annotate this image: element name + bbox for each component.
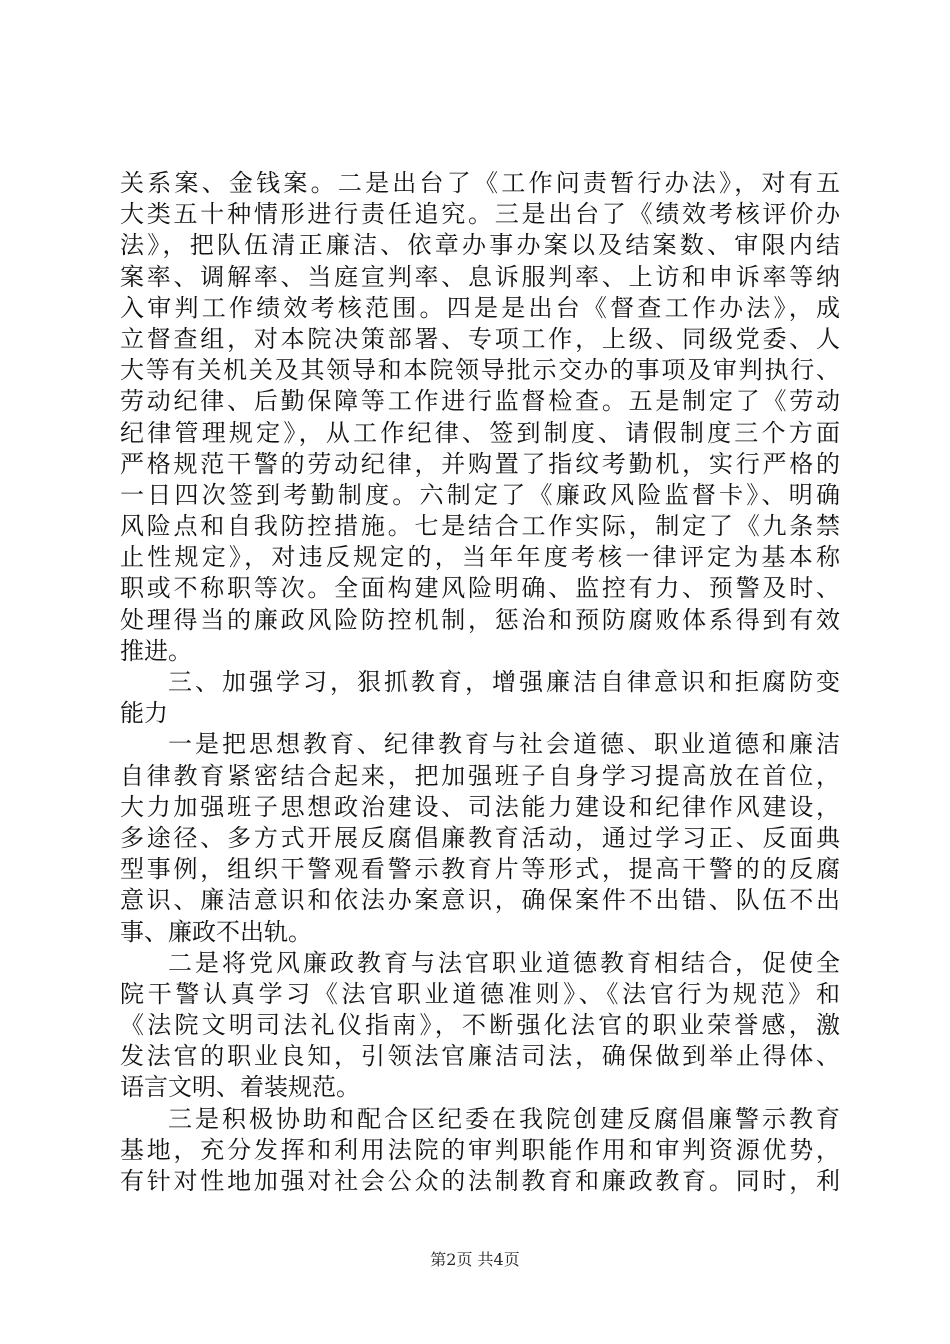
text-line: 三是积极协助和配合区纪委在我院创建反腐倡廉警示教育 — [168, 1104, 840, 1133]
page-footer: 第2页 共4页 — [430, 1250, 520, 1269]
text-line: 大力加强班子思想政治建设、司法能力建设和纪律作风建设， — [120, 792, 840, 821]
text-line: 劳动纪律、后勤保障等工作进行监督检查。五是制定了《劳动 — [120, 387, 840, 416]
text-line: 推进。 — [120, 636, 192, 665]
text-line: 院干警认真学习《法官职业道德准则》、《法官行为规范》和 — [120, 979, 840, 1008]
text-line: 一是把思想教育、纪律教育与社会道德、职业道德和廉洁 — [168, 730, 840, 759]
text-line: 能力 — [120, 699, 168, 728]
text-line: 止性规定》，对违反规定的，当年年度考核一律评定为基本称 — [120, 543, 840, 572]
text-line: 基地，充分发挥和利用法院的审判职能作用和审判资源优势， — [120, 1135, 840, 1164]
text-line: 风险点和自我防控措施。七是结合工作实际，制定了《九条禁 — [120, 512, 840, 541]
text-line: 有针对性地加强对社会公众的法制教育和廉政教育。同时，利 — [120, 1167, 840, 1195]
text-line: 多途径、多方式开展反腐倡廉教育活动，通过学习正、反面典 — [120, 823, 840, 852]
text-line: 发法官的职业良知，引领法官廉洁司法，确保做到举止得体、 — [120, 1042, 840, 1071]
text-line: 三、加强学习，狠抓教育，增强廉洁自律意识和拒腐防变 — [168, 668, 840, 696]
text-line: 严格规范干警的劳动纪律，并购置了指纹考勤机，实行严格的 — [120, 449, 840, 478]
text-line: 处理得当的廉政风险防控机制，惩治和预防腐败体系得到有效 — [120, 605, 840, 634]
text-line: 自律教育紧密结合起来，把加强班子自身学习提高放在首位， — [120, 761, 840, 790]
text-line: 二是将党风廉政教育与法官职业道德教育相结合，促使全 — [168, 948, 840, 977]
text-line: 语言文明、着装规范。 — [120, 1073, 360, 1102]
text-line: 入审判工作绩效考核范围。四是是出台《督查工作办法》，成 — [120, 293, 840, 322]
text-line: 纪律管理规定》，从工作纪律、签到制度、请假制度三个方面 — [120, 418, 840, 447]
text-line: 一日四次签到考勤制度。六制定了《廉政风险监督卡》、明确 — [120, 480, 840, 509]
text-line: 案率、调解率、当庭宣判率、息诉服判率、上访和申诉率等纳 — [120, 262, 840, 291]
text-line: 意识、廉洁意识和依法办案意识，确保案件不出错、队伍不出 — [120, 886, 840, 915]
text-line: 立督查组，对本院决策部署、专项工作，上级、同级党委、人 — [120, 324, 840, 353]
text-line: 事、廉政不出轨。 — [120, 917, 312, 946]
text-line: 职或不称职等次。全面构建风险明确、监控有力、预警及时、 — [120, 574, 840, 603]
text-line: 《法院文明司法礼仪指南》，不断强化法官的职业荣誉感，激 — [120, 1011, 840, 1040]
text-line: 关系案、金钱案。二是出台了《工作问责暂行办法》，对有五 — [120, 169, 840, 197]
document-body — [120, 168, 840, 1197]
text-line: 大类五十种情形进行责任追究。三是出台了《绩效考核评价办 — [120, 200, 840, 229]
text-line: 大等有关机关及其领导和本院领导批示交办的事项及审判执行、 — [120, 356, 840, 385]
text-line: 型事例，组织干警观看警示教育片等形式，提高干警的的反腐 — [120, 855, 840, 884]
text-line: 法》，把队伍清正廉洁、依章办事办案以及结案数、审限内结 — [120, 231, 840, 260]
